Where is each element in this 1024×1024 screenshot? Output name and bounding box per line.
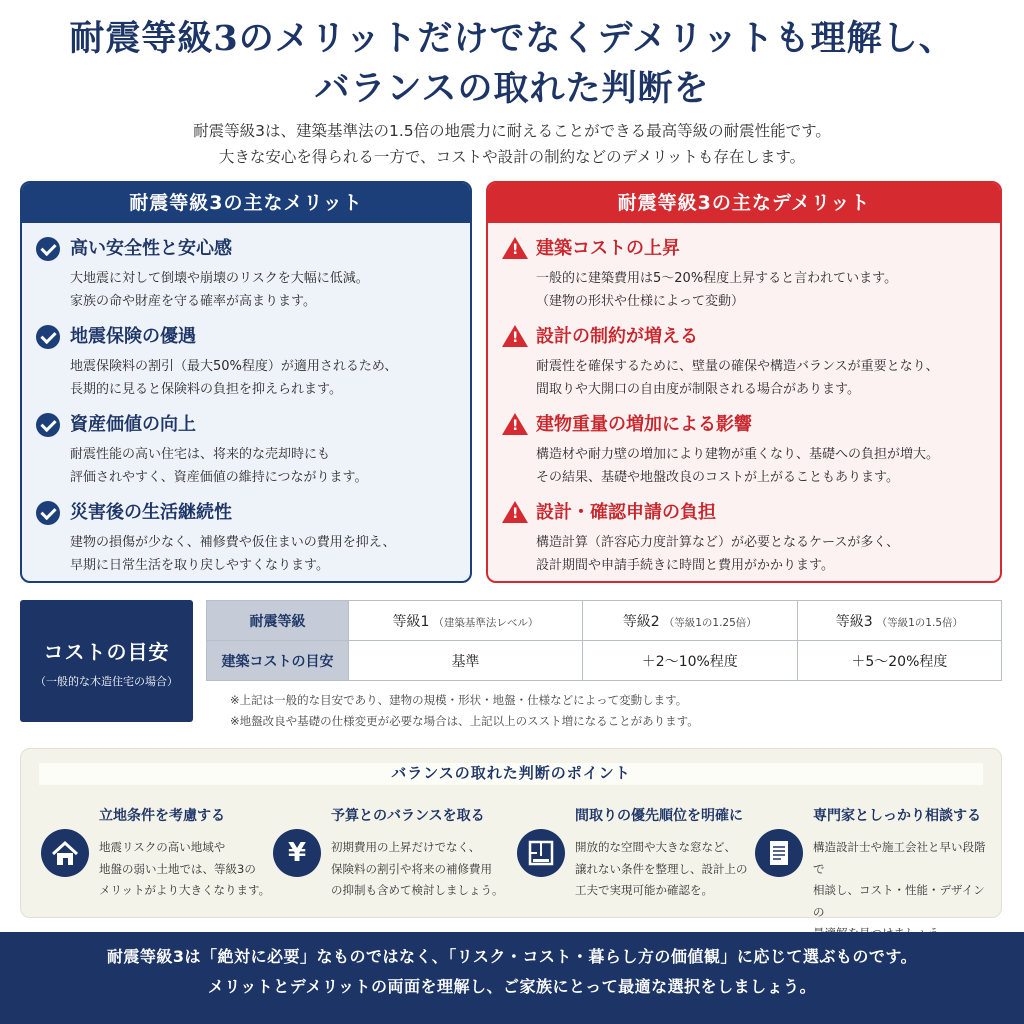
merit-title: 地震保険の優遇 (70, 326, 196, 347)
intro-line-1: 耐震等級3は、建築基準法の1.5倍の地震力に耐えることができる最高等級の耐震性能です。 (193, 122, 831, 140)
merit-desc: 建物の損傷が少なく、補修費や仮住まいの費用を抑え、 早期に日常生活を取り戻しやすくなります。 (70, 535, 396, 573)
point-desc: 地震リスクの高い地域や 地盤の弱い土地では、等級3の メリットがより大きくなります。 (99, 840, 271, 897)
floor-plan-icon (517, 829, 565, 877)
table-row (207, 601, 1002, 641)
grade-name: 等級1 (392, 613, 430, 630)
demerit-title: 設計の制約が増える (536, 326, 698, 347)
points-section (20, 748, 1002, 918)
grade-cell (349, 601, 583, 641)
grade-note: （建築基準法レベル） (433, 616, 539, 629)
merit-title: 資産価値の向上 (70, 414, 196, 435)
demerits-heading: 耐震等級3の主なデメリット (488, 183, 1000, 223)
cost-notes (230, 690, 699, 732)
point-desc: 開放的な空間や大きな窓など、 譲れない条件を整理し、設計上の 工夫で実現可能か確認を。 (575, 840, 748, 897)
grade-name: 等級3 (835, 613, 873, 630)
point-title: 予算とのバランスを取る (331, 808, 485, 824)
demerit-desc: 耐震性を確保するために、壁量の確保や構造バランスが重要となり、 間取りや大開口の自由度が制限される場合があります。 (536, 359, 939, 397)
footer-line-2: メリットとデメリットの両面を理解し、ご家族にとって最適な選択をしましょう。 (207, 977, 817, 996)
merit-desc: 地震保険料の割引（最大50%程度）が適用されるため、 長期的に見ると保険料の負担を抑えられます。 (70, 359, 398, 397)
demerit-title: 建物重量の増加による影響 (536, 414, 752, 435)
page-title (0, 14, 1024, 114)
cost-cell: ＋2〜10%程度 (582, 641, 797, 681)
check-circle-icon (36, 237, 60, 261)
cost-label (20, 600, 193, 722)
table-row (207, 641, 1002, 681)
grade-cell (582, 601, 797, 641)
grade-note: （等級1の1.25倍） (663, 616, 757, 629)
grade-note: （等級1の1.5倍） (876, 616, 964, 629)
cost-note: ※上記は一般的な目安であり、建物の規模・形状・地盤・仕様などによって変動します。 (230, 693, 688, 707)
point-desc: 初期費用の上昇だけでなく、 保険料の割引や将来の補修費用 の抑制も含めて検討しましょう。 (331, 840, 504, 897)
points-heading (39, 763, 983, 785)
footer-line-1: 耐震等級3は「絶対に必要」なものではなく、「リスク・コスト・暮らし方の価値観」に応じて選ぶものです。 (106, 947, 918, 966)
document-icon (755, 829, 803, 877)
cost-note: ※地盤改良や基礎の仕様変更が必要な場合は、上記以上のススト増になることがあります。 (230, 714, 699, 728)
check-circle-icon (36, 413, 60, 437)
intro-text (0, 118, 1024, 170)
grade-name: 等級2 (622, 613, 660, 630)
warning-triangle-icon (502, 325, 528, 347)
warning-triangle-icon (502, 237, 528, 259)
warning-triangle-icon (502, 413, 528, 435)
house-icon (41, 829, 89, 877)
point-title: 立地条件を考慮する (99, 808, 225, 824)
merit-title: 災害後の生活継続性 (70, 502, 232, 523)
intro-line-2: 大きな安心を得られる一方で、コストや設計の制約などのデメリットも存在します。 (218, 148, 806, 166)
warning-triangle-icon (502, 501, 528, 523)
check-circle-icon (36, 501, 60, 525)
cost-label-title: コストの目安 (43, 640, 170, 664)
demerit-desc: 一般的に建築費用は5〜20%程度上昇すると言われています。 （建物の形状や仕様によって変動） (536, 271, 898, 309)
cost-cell: 基準 (349, 641, 583, 681)
point-desc: 構造設計士や施工会社と早い段階で 相談し、コスト・性能・デザインの (813, 840, 986, 919)
title-line-1: 耐震等級3のメリットだけでなくデメリットも理解し、 (69, 18, 955, 59)
demerit-title: 建築コストの上昇 (536, 238, 680, 259)
cost-label-sub: （一般的な木造住宅の場合） (35, 675, 178, 688)
demerit-desc: 構造材や耐力壁の増加により建物が重くなり、基礎への負担が増大。 その結果、基礎や地盤改良のコストが上がることもあります。 (536, 447, 940, 485)
demerit-desc: 構造計算（許容応力度計算など）が必要となるケースが多く、 設計期間や申請手続きに時間と費用がかかります。 (536, 535, 900, 573)
merit-desc: 大地震に対して倒壊や崩壊のリスクを大幅に低減。 家族の命や財産を守る確率が高まります。 (70, 271, 369, 309)
footer-banner (0, 932, 1024, 1024)
cost-table (206, 600, 1002, 681)
merits-panel (20, 181, 472, 583)
merits-heading: 耐震等級3の主なメリット (22, 183, 470, 223)
demerit-title: 設計・確認申請の負担 (536, 502, 716, 523)
grade-cell (797, 601, 1001, 641)
check-circle-icon (36, 325, 60, 349)
merit-title: 高い安全性と安心感 (70, 238, 232, 259)
points-heading-text: バランスの取れた判断のポイント (391, 764, 631, 782)
point-title: 間取りの優先順位を明確に (575, 808, 743, 824)
point-title: 専門家としっかり相談する (813, 808, 981, 824)
cost-cell: ＋5〜20%程度 (797, 641, 1001, 681)
header-cost: 建築コストの目安 (207, 641, 349, 681)
yen-icon: ¥ (273, 829, 321, 877)
demerits-panel (486, 181, 1002, 583)
merit-desc: 耐震性能の高い住宅は、将来的な売却時にも 評価されやすく、資産価値の維持につながります。 (70, 447, 368, 485)
title-line-2: バランスの取れた判断を (314, 68, 710, 109)
header-grade: 耐震等級 (207, 601, 349, 641)
